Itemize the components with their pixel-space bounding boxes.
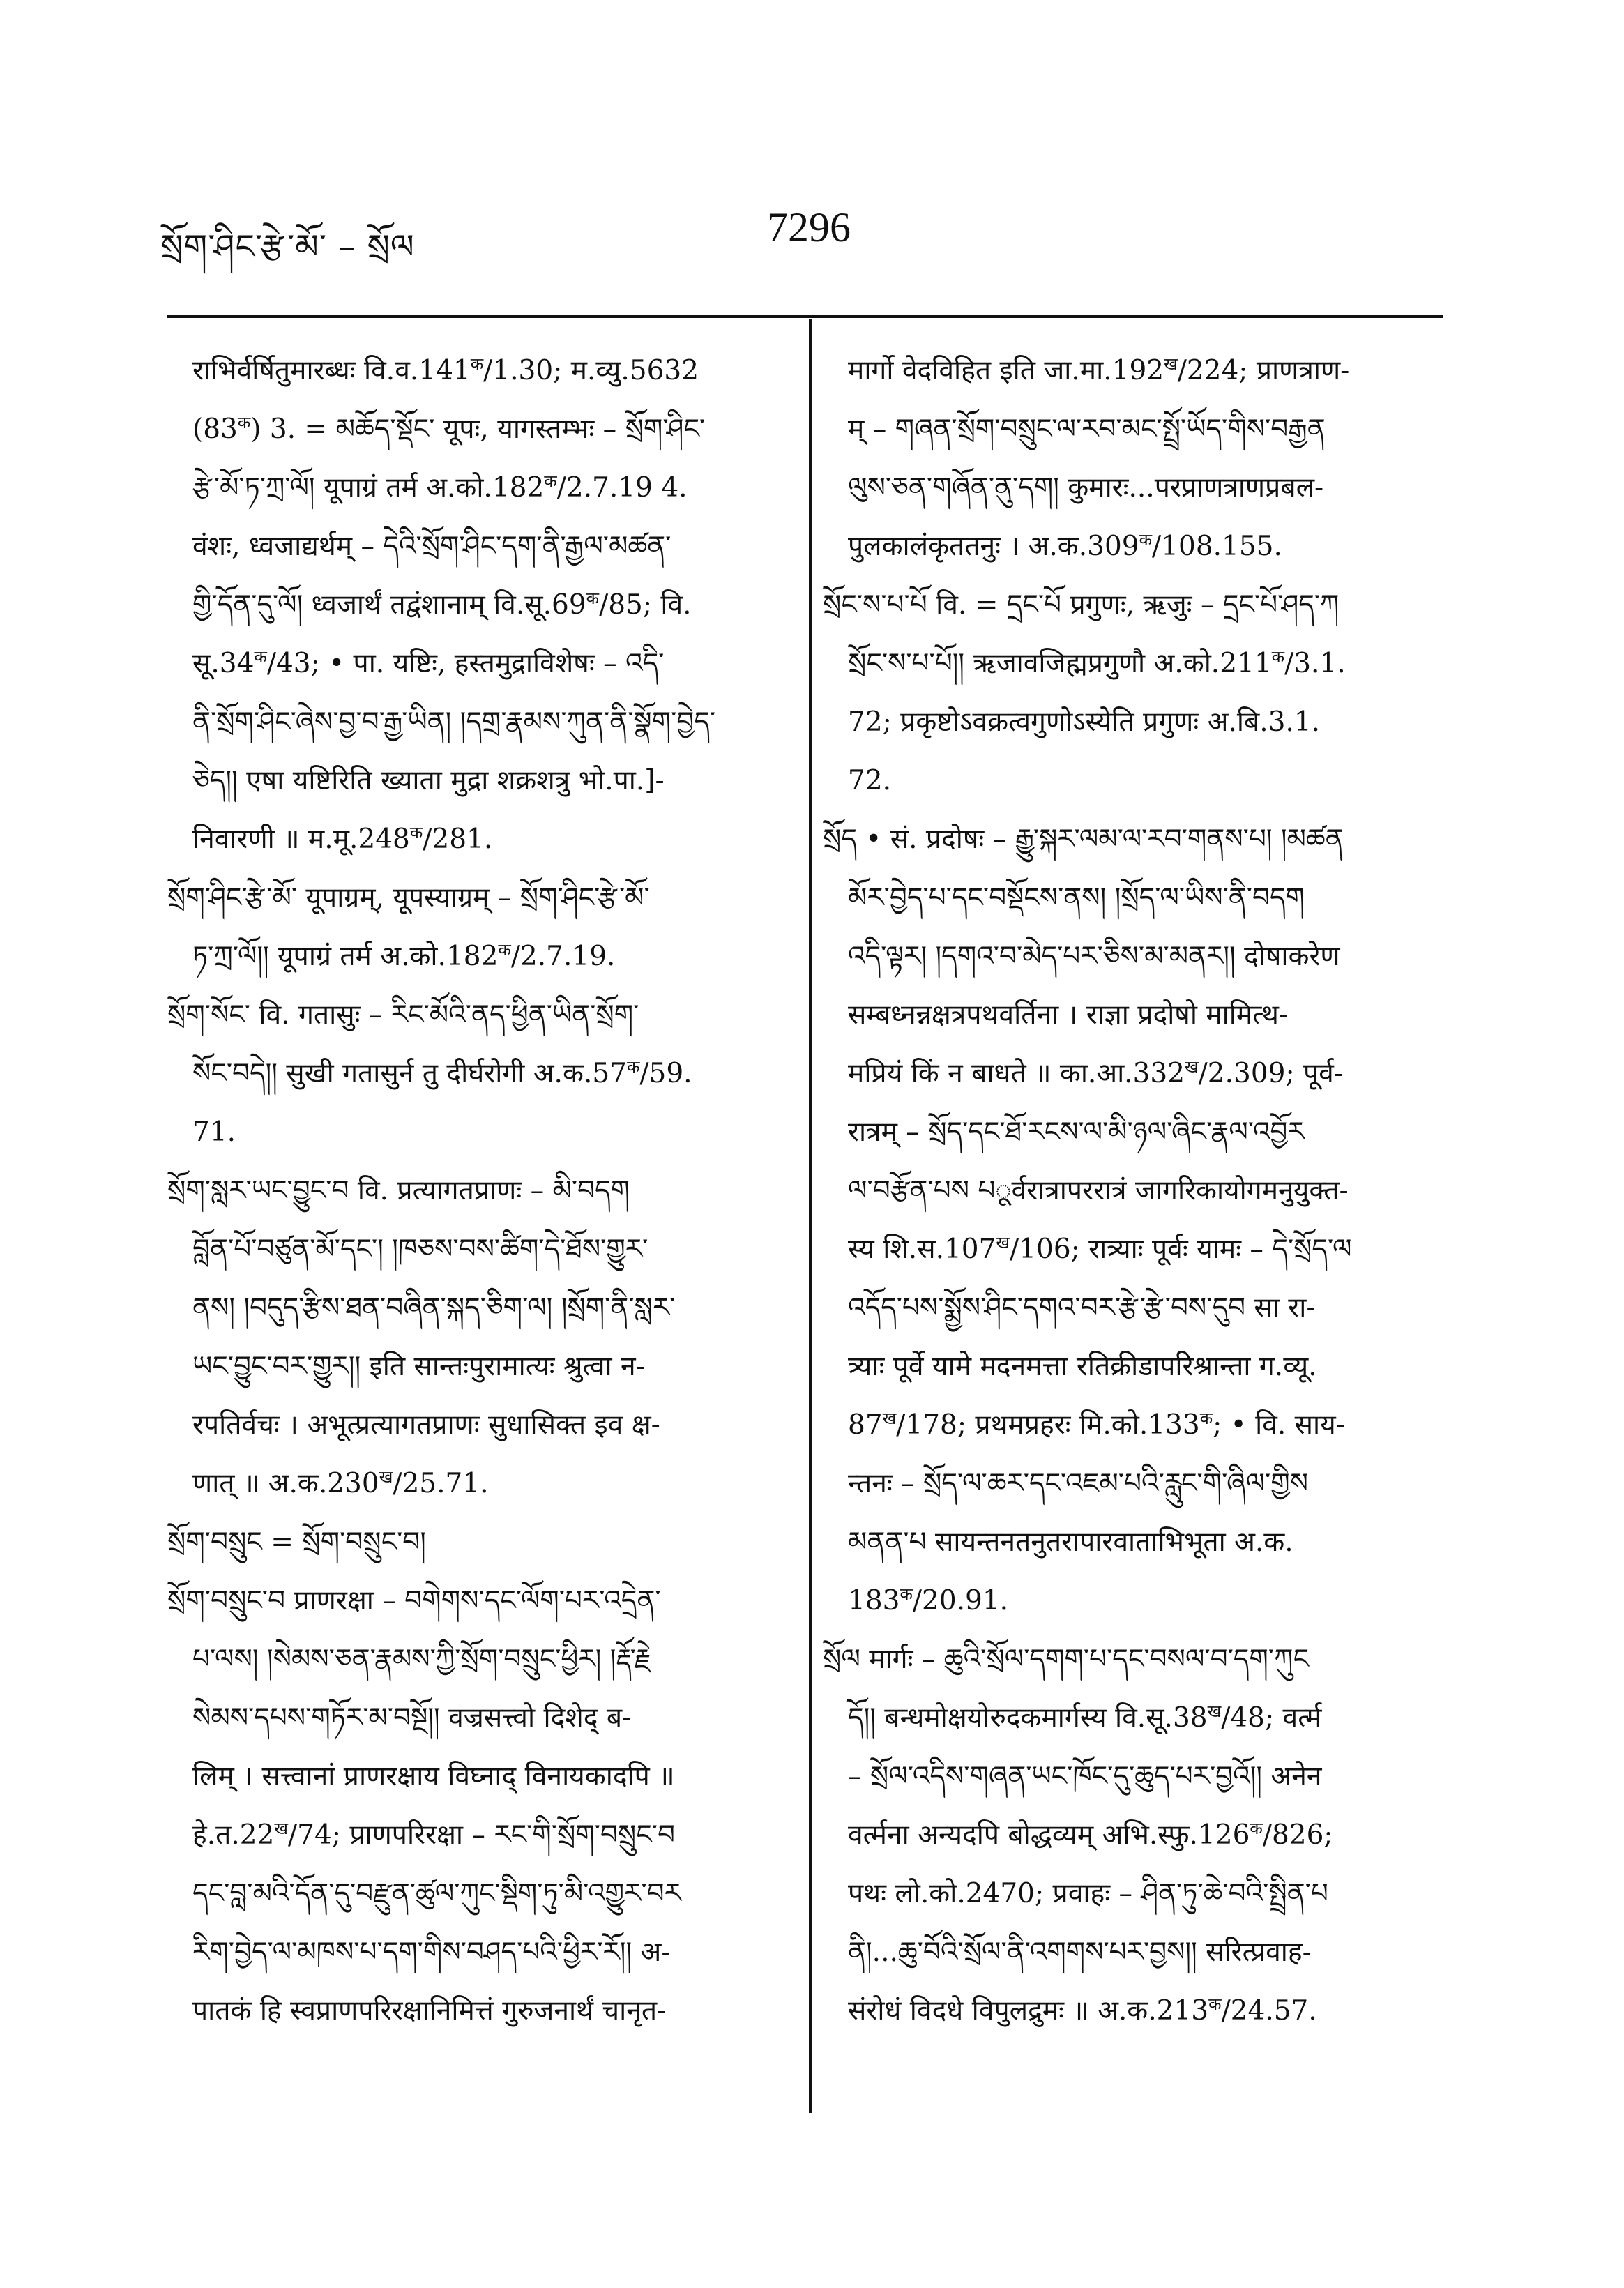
- entry-line: पथः लो.को.2470; प्रवाहः – ཤིན་ཏུ་ཆེ་བའི་སྤྲིན་པ: [848, 1878, 1328, 1909]
- entry-line: འདི་ལྟར། །དགའ་བ་མེད་པར་ཅིས་མ་མནར།། दोषाकरेण: [848, 941, 1340, 972]
- entry-line: स्य $शि.स.107^ख/106$; रात्र्याः पूर्वः यामः – དེ་སྲོད་ལ: [848, 1233, 1352, 1265]
- entry-line: སྲོག་བསྲུང་བ प्राणरक्षा – བགེགས་དང་ལོག་པར་འདྲེན་: [167, 1585, 661, 1616]
- entry-line: $183^क/20.91$.: [848, 1584, 1009, 1616]
- dictionary-entry: [167, 342, 788, 869]
- entry-line: སྲོང་ས་པ་པོ།། ऋजावजिह्मप्रगुणौ $अ.को.211^क/3.1$.: [848, 647, 1346, 679]
- entry-line: ཅེད།། एषा यष्टिरिति ख्याता मुद्रा शक्रशत्रु भो.पा.]-: [192, 765, 665, 796]
- dictionary-entry: [823, 1630, 1443, 2040]
- entry-line: གྱི་དོན་དུ་ལོ། ध्वजार्थं तद्वंशानाम् $वि.सू.69^क/85$; वि.: [192, 589, 692, 621]
- entry-line: $(83^क) 3$. = མཆོད་སྡོང་ यूपः, यागस्तम्भः – སྲོག་ཤིང་: [192, 413, 706, 445]
- entry-line: སྲོལ मार्गः – ཆུའི་སྲོལ་དགག་པ་དང་བསལ་བ་དག་ཀུང: [823, 1644, 1309, 1675]
- entry-line: དོ།། बन्धमोक्षयोरुदकमार्गस्य $वि.सू.38^ख/48$; वर्त्म: [848, 1702, 1322, 1734]
- entry-line: त्र्याः पूर्वे यामे मदनमत्ता रतिक्रीडापरिश्रान्ता ग.व्यू.: [848, 1351, 1317, 1382]
- page-number: 7296: [767, 204, 851, 250]
- entry-line: राभिर्वर्षितुमारब्धः $वि.व.141^क/1.30$; म.व्यु.5632: [192, 354, 699, 386]
- entry-line: पातकं हि स्वप्राणपरिरक्षानिमित्तं गुरुजनार्थं चानृत-: [192, 1995, 667, 2026]
- entry-line: $सू.34^क/43$; • पा. यष्टिः, हस्तमुद्राविशेषः – འདི་: [192, 647, 665, 679]
- entry-line: སྲོད • सं. प्रदोषः – རྒྱུ་སྐར་ལམ་ལ་རབ་གནས་པ། །མཚན: [823, 824, 1344, 855]
- entry-line: སྲོག་བསྲུང = སྲོག་བསྲུང་བ།: [167, 1526, 426, 1558]
- entry-line: 71.: [192, 1116, 236, 1148]
- entry-line: णात् ॥ $अ.क.230^ख/25.71$.: [192, 1467, 489, 1499]
- entry-line: འདོད་པས་སྨྱོས་ཤིང་དགའ་བར་རྩེ་རྩེ་བས་དུབ सा रा-: [848, 1292, 1316, 1324]
- entry-line: 72.: [848, 765, 892, 796]
- dictionary-entry: [167, 869, 788, 986]
- entry-line: མནན་པ सायन्तनतनुतरापारवाताभिभूता अ.क.: [848, 1526, 1293, 1558]
- entry-line: रपतिर्वचः । अभूत्प्रत्यागतप्राणः सुधासिक्त इव क्ष-: [192, 1409, 660, 1441]
- header-rule: [167, 315, 1443, 318]
- entry-line: $87^ख/178$; प्रथमप्रहरः $मि.को.133^क$; • वि. साय-: [848, 1409, 1345, 1441]
- entry-line: वर्त्मना अन्यदपि बोद्धव्यम् $अभि.स्फु.126^क/826$;: [848, 1819, 1333, 1851]
- entry-line: पुलकालंकृततनुः । $अ.क.309^क/108.155$.: [848, 530, 1282, 562]
- entry-line: ནི་སྲོག་ཤིང་ཞེས་བྱ་བ་རྒྱ་ཡིན། །དགྲ་རྣམས་ཀུན་ནི་སྣོག་བྱེད་: [192, 706, 716, 738]
- left-column: [167, 342, 788, 2040]
- entry-line: སྲོང་ས་པ་པོ वि. = དྲང་པོ प्रगुणः, ऋजुः – དྲང་པོ་ཤད་ཀ: [823, 589, 1340, 621]
- column-divider: [809, 319, 812, 2113]
- entry-line: སྲོག་སླར་ཡང་བྱུང་བ वि. प्रत्यागतप्राणः – མི་བདག: [167, 1175, 630, 1206]
- entry-line: རིག་བྱེད་ལ་མཁས་པ་དག་གིས་བཤད་པའི་ཕྱིར་རོ།། अ-: [192, 1937, 671, 1968]
- entry-line: བློན་པོ་བཙུན་མོ་དང་། །ཁཅས་བས་ཚིག་དེ་ཐོས་གྱུར་: [192, 1234, 648, 1265]
- dictionary-entry: [823, 810, 1443, 1630]
- entry-line: म् – གཞན་སྲོག་བསྲུང་ལ་རབ་མང་སྤྲོ་ཡོད་གིས་བརྒྱན: [848, 414, 1326, 445]
- entry-line: སེམས་དཔས་གཏོར་མ་བསྔོ།། वज्रसत्त्वो दिशेद् ब-: [192, 1702, 632, 1734]
- entry-line: मप्रियं किं न बाधते ॥ $का.आ.332^ख/2.309$; पूर्व-: [848, 1057, 1344, 1089]
- dictionary-entry: [167, 1162, 788, 1513]
- dictionary-entry: [167, 986, 788, 1162]
- dictionary-entry: [823, 576, 1443, 810]
- entry-line: वंशः, ध्वजाद्यर्थम् – དེའི་སྲོག་ཤིང་དག་ནི་རྒྱལ་མཚན་: [192, 531, 671, 562]
- entry-line: པ་ལས། །སེམས་ཅན་རྣམས་ཀྱི་སྲོག་བསྲུང་ཕྱིར། །རྡོ་རྗེ: [192, 1644, 651, 1675]
- entry-line: ནི།...ཆུ་བོའི་སྲོལ་ནི་འགགས་པར་བྱས།། सरित्प्रवाह-: [848, 1937, 1312, 1968]
- entry-line: निवारणी ॥ $म.मू.248^क/281$.: [192, 823, 493, 855]
- entry-line: रात्रम् – སྲོད་དང་ཐོ་རངས་ལ་མི་ཉལ་ཞིང་རྣལ་འབྱོར: [848, 1116, 1305, 1148]
- entry-line: ལུས་ཅན་གཞོན་ནུ་དག། कुमारः...परप्राणत्राणप्रबल-: [848, 472, 1324, 503]
- entry-line: རྩེ་མོ་ཏ་ཀྲ་ལོ། यूपाग्रं तर्म $अ.को.182^क/2.7.19$ 4.: [192, 471, 688, 503]
- entry-line: སྲོག་སོང་ वि. गतासुः – རིང་མོའི་ནད་ཕྱིན་ཡིན་སྲོག་: [167, 999, 639, 1031]
- entry-line: མོར་བྱེད་པ་དང་བསྡོངས་ནས། །སྲོད་ལ་ཡིས་ནི་བདག: [848, 882, 1305, 914]
- dictionary-entry: [167, 1513, 788, 1572]
- entry-line: न्तनः – སྲོད་ལ་ཆར་དང་འཇམ་པའི་རླུང་གི་ཞིལ་གྱིས: [848, 1468, 1308, 1499]
- running-head: སྲོག་ཤིང་རྩེ་མོ་ – སྲོལ: [160, 227, 415, 266]
- right-column: [823, 342, 1443, 2040]
- entry-line: ཡང་བྱུང་བར་གྱུར།། इति सान्तःपुरामात्यः श्रुत्वा न-: [192, 1351, 645, 1382]
- entry-line: सम्बध्नन्नक्षत्रपथवर्तिना । राज्ञा प्रदोषो मामित्थ-: [848, 999, 1289, 1031]
- entry-line: मार्गो वेदविहित इति $जा.मा.192^ख/224$; प्राणत्राण-: [848, 354, 1350, 386]
- entry-line: $हे.त.22^ख/74$; प्राणपरिरक्षा – རང་གི་སྲོག་བསྲུང་བ: [192, 1819, 675, 1851]
- entry-line: སོང་བདེ།། सुखी गतासुर्न तु दीर्घरोगी $अ.क.57^क/59$.: [192, 1057, 692, 1089]
- entry-line: དང་བླ་མའི་དོན་དུ་བརྫུན་ཚུལ་ཀུང་སྡིག་ཏུ་མི་འགྱུར་བར: [192, 1878, 681, 1909]
- entry-line: संरोधं विदधे विपुलद्रुमः ॥ $अ.क.213^क/24.57$.: [848, 1994, 1317, 2026]
- dictionary-entry: [823, 342, 1443, 576]
- entry-line: – སྲོལ་འདིས་གཞན་ཡང་ཁོང་དུ་ཆུད་པར་བྱའོ།། अनेन: [848, 1761, 1322, 1792]
- entry-line: लिम् । सत्त्वानां प्राणरक्षाय विघ्नाद् विनायकादपि ॥: [192, 1761, 675, 1792]
- entry-line: ཏ་ཀྲ་ལོ།། यूपाग्रं तर्म $अ.को.182^क/2.7.19$.: [192, 940, 616, 972]
- entry-line: སྲོག་ཤིང་རྩེ་མོ་ यूपाग्रम्, यूपस्याग्रम् – སྲོག་ཤིང་རྩེ་མོ་: [167, 882, 650, 914]
- entry-line: 72; प्रकृष्टोऽवक्रत्वगुणोऽस्येति प्रगुणः अ.बि.3.1.: [848, 706, 1321, 738]
- dictionary-entry: [167, 1572, 788, 2040]
- entry-line: ནས། །བདུད་རྩིས་ཐན་བཞིན་སྐད་ཅིག་ལ། །སྲོག་ནི་སླར་: [192, 1292, 676, 1324]
- entry-line: ལ་བརྩོན་པས པूर्वरात्रापररात्रं जागरिकायोगमनुयुक्त-: [848, 1175, 1349, 1206]
